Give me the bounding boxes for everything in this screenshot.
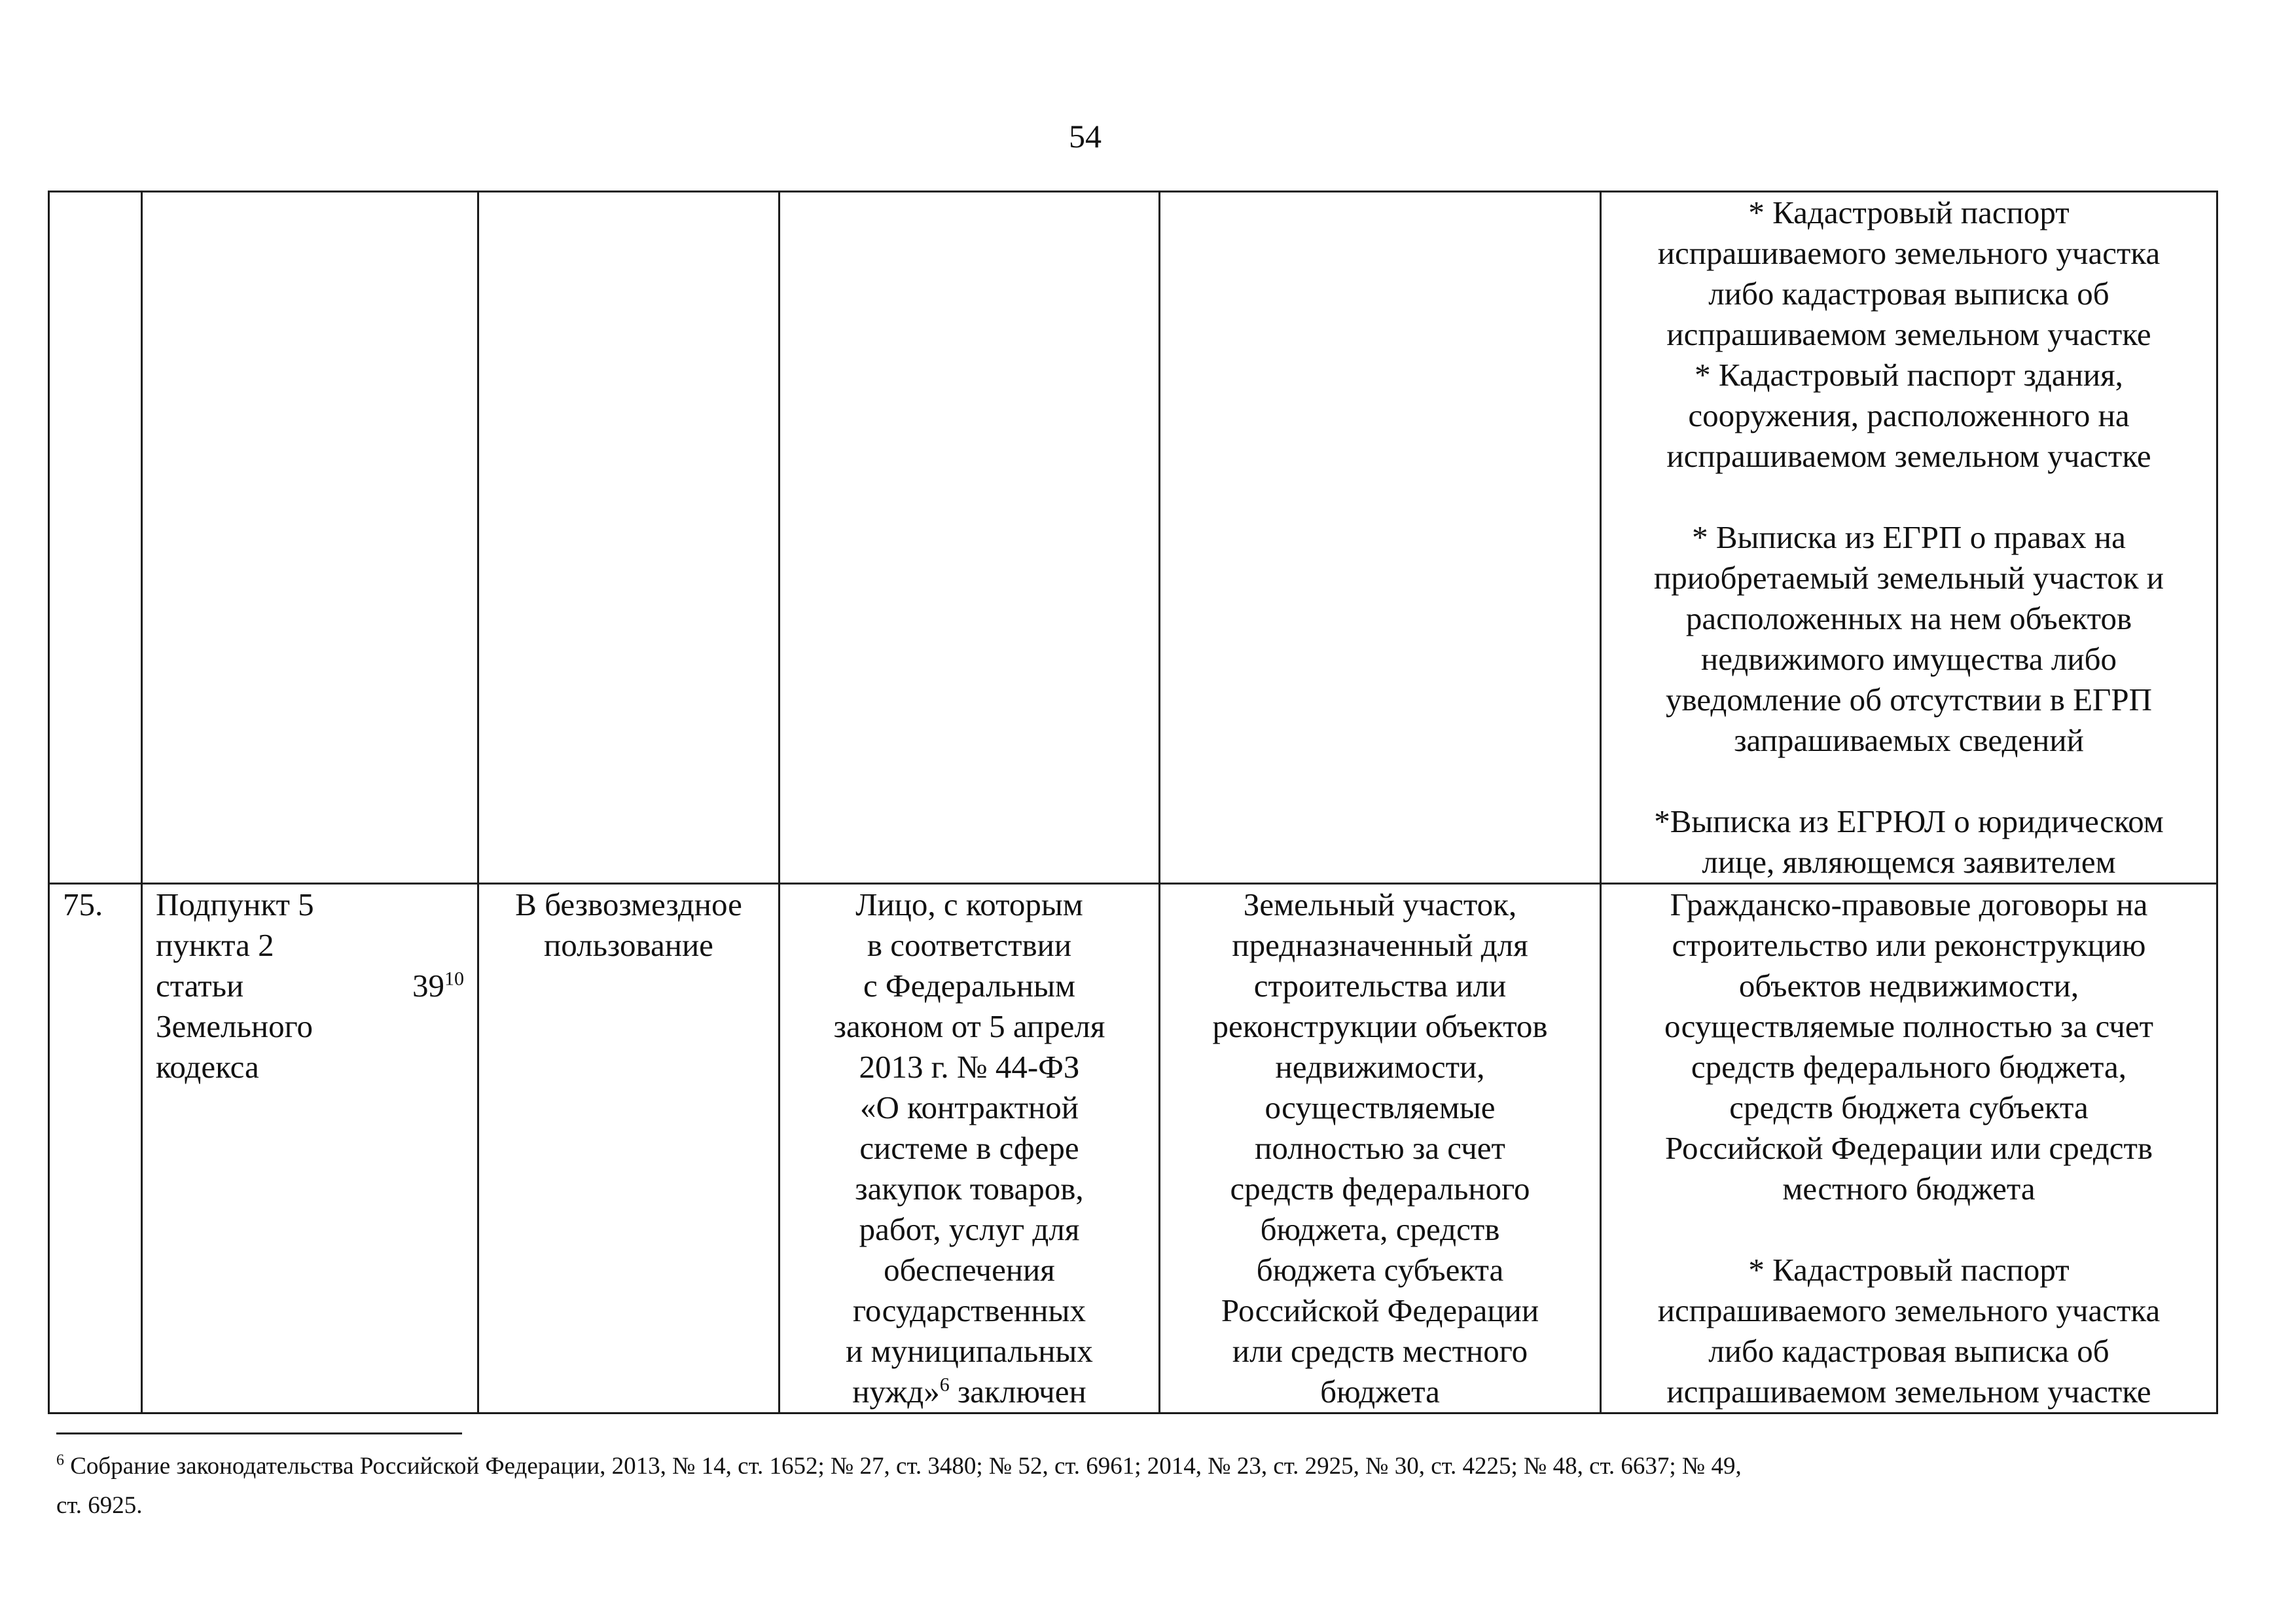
text-line: бюджета, средств	[1260, 1211, 1500, 1247]
text-line: * Выписка из ЕГРП о правах на	[1692, 519, 2126, 555]
text-line: реконструкции объектов	[1212, 1008, 1548, 1044]
text-line: средств бюджета субъекта	[1729, 1089, 2089, 1125]
text-line: * Кадастровый паспорт	[1748, 1252, 2070, 1288]
text-line: испрашиваемом земельном участке	[1666, 1374, 2151, 1410]
text-line: Российской Федерации	[1221, 1292, 1539, 1328]
cell-right-type	[478, 192, 780, 884]
text-fragment: заключен	[949, 1374, 1086, 1410]
text-line: объектов недвижимости,	[1738, 968, 2079, 1004]
text-line: бюджета субъекта	[1256, 1252, 1504, 1288]
cell-land	[1160, 884, 1601, 1413]
text-line: средств федерального бюджета,	[1691, 1049, 2127, 1085]
page-number: 54	[1069, 118, 1102, 155]
text-line: лице, являющемся заявителем	[1702, 844, 2116, 880]
article-number-value: 39	[412, 968, 444, 1004]
text-line: предназначенный для	[1232, 927, 1528, 963]
documents-paragraph	[1615, 884, 2203, 1209]
land-grounds-table	[48, 191, 2218, 1414]
text-line: 2013 г. № 44-ФЗ	[859, 1049, 1080, 1085]
text-line: обеспечения	[884, 1252, 1055, 1288]
text-line: и муниципальных	[846, 1333, 1093, 1369]
footnote	[56, 1447, 2020, 1525]
text-line: Земельный участок,	[1243, 886, 1517, 922]
text-line: «О контрактной	[860, 1089, 1079, 1125]
text-line: полностью за счет	[1255, 1130, 1505, 1166]
text-line: закупок товаров,	[855, 1171, 1084, 1207]
text-line: строительства или	[1253, 968, 1507, 1004]
text-line: *Выписка из ЕГРЮЛ о юридическом	[1654, 803, 2164, 839]
row-number: 75.	[63, 886, 103, 922]
documents-paragraph	[1615, 1250, 2203, 1412]
text-line: с Федеральным	[863, 968, 1076, 1004]
cell-number	[49, 192, 142, 884]
text-line: или средств местного	[1232, 1333, 1528, 1369]
text-line: либо кадастровая выписка об	[1708, 276, 2109, 312]
cell-basis	[142, 884, 478, 1413]
text-line: запрашиваемых сведений	[1734, 722, 2084, 758]
text-line: Земельного	[156, 1008, 313, 1044]
text-fragment: нужд»	[852, 1374, 940, 1410]
text-line: недвижимого имущества либо	[1700, 641, 2117, 677]
text-line: испрашиваемом земельном участке	[1666, 438, 2151, 474]
text-line: расположенных на нем объектов	[1685, 600, 2132, 636]
cell-right-type	[478, 884, 780, 1413]
text-line: испрашиваемом земельном участке	[1666, 316, 2151, 352]
text-line: В безвозмездное	[515, 886, 742, 922]
text-line: средств федерального	[1230, 1171, 1530, 1207]
documents-paragraph	[1615, 801, 2203, 883]
table-row	[49, 884, 2217, 1413]
text-line: законом от 5 апреля	[833, 1008, 1105, 1044]
text-line: * Кадастровый паспорт здания,	[1695, 357, 2123, 393]
documents-paragraph	[1615, 517, 2203, 761]
text-line: работ, услуг для	[859, 1211, 1080, 1247]
text-line: недвижимости,	[1275, 1049, 1485, 1085]
text-line: Подпункт 5	[156, 886, 314, 922]
cell-applicant	[780, 192, 1160, 884]
table-row	[49, 192, 2217, 884]
text-line: пользование	[544, 927, 713, 963]
text-line: государственных	[853, 1292, 1086, 1328]
text-line: сооружения, расположенного на	[1688, 397, 2130, 433]
text-line: Гражданско-правовые договоры на	[1670, 886, 2148, 922]
footnote-text: Собрание законодательства Российской Федерации, 2013, № 14, ст. 1652; № 27, ст. 3480; № 52, ст. 6961; 2014, № 23, ст. 2925, № 30, ст. 4225; № 48, ст. 6637; № 49,	[64, 1453, 1742, 1480]
cell-land	[1160, 192, 1601, 884]
article-number	[412, 966, 464, 1006]
footnote-marker: 6	[56, 1451, 64, 1469]
text-line: * Кадастровый паспорт	[1748, 194, 2070, 230]
text-line	[156, 966, 464, 1006]
text-line: Лицо, с которым	[855, 886, 1083, 922]
text-line: испрашиваемого земельного участка	[1657, 235, 2161, 271]
text-line: приобретаемый земельный участок и	[1654, 560, 2164, 596]
footnote-separator	[56, 1432, 462, 1434]
text-line: системе в сфере	[859, 1130, 1079, 1166]
footnote-line	[56, 1447, 2020, 1486]
text-line: бюджета	[1320, 1374, 1440, 1410]
footnote-ref: 6	[939, 1374, 950, 1396]
cell-number	[49, 884, 142, 1413]
article-word: статьи	[156, 968, 244, 1004]
text-line	[793, 1372, 1145, 1412]
text-line: испрашиваемого земельного участка	[1657, 1292, 2161, 1328]
text-line: Российской Федерации или средств	[1664, 1130, 2153, 1166]
article-superscript: 10	[444, 968, 464, 990]
cell-documents	[1601, 884, 2217, 1413]
text-line: в соответствии	[867, 927, 1072, 963]
cell-applicant	[780, 884, 1160, 1413]
text-line: пункта 2	[156, 927, 274, 963]
text-line: осуществляемые	[1265, 1089, 1496, 1125]
cell-documents	[1601, 192, 2217, 884]
documents-paragraph	[1615, 192, 2203, 477]
text-line: кодекса	[156, 1049, 259, 1085]
footnote-line: ст. 6925.	[56, 1492, 143, 1519]
text-line: уведомление об отсутствии в ЕГРП	[1665, 682, 2153, 718]
text-line: местного бюджета	[1782, 1171, 2036, 1207]
text-line: либо кадастровая выписка об	[1708, 1333, 2109, 1369]
cell-basis	[142, 192, 478, 884]
text-line: осуществляемые полностью за счет	[1664, 1008, 2154, 1044]
text-line: строительство или реконструкцию	[1672, 927, 2146, 963]
